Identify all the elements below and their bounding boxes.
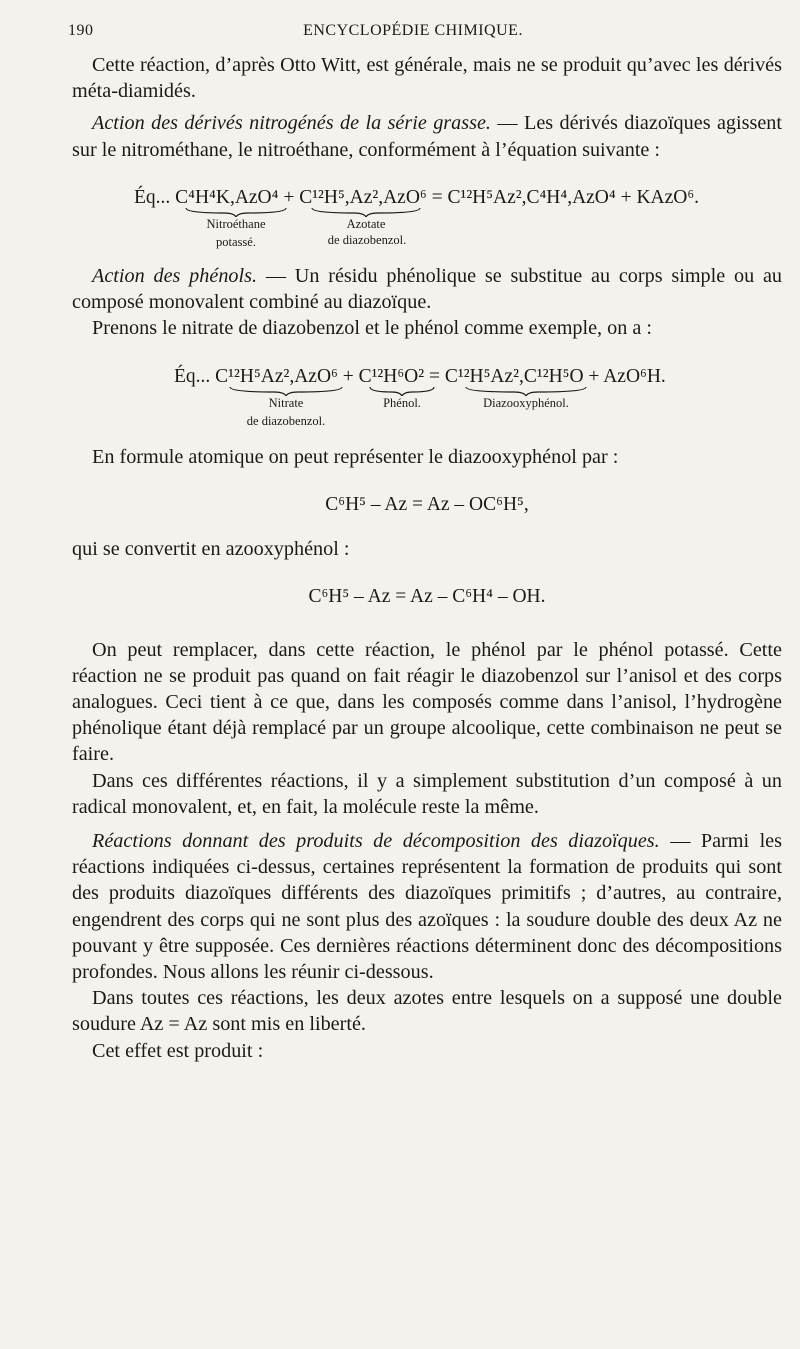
paragraph-effect: Cet effet est produit : [92, 1039, 264, 1062]
running-title: ENCYCLOPÉDIE CHIMIQUE. [303, 22, 523, 39]
underbrace-icon [134, 207, 774, 217]
eq-term: KAzO⁶. [636, 186, 700, 208]
eq-operator: + [583, 365, 604, 387]
label-azotate: Azotate [346, 217, 386, 232]
eq-term: C¹²H⁵Az²,AzO⁶ [215, 365, 338, 387]
section-title: Réactions donnant des produits de décomposition des diazoïques. [92, 830, 660, 853]
equation-2 [72, 364, 782, 434]
eq-operator: + [615, 186, 637, 208]
label-potassium: potassé. [216, 235, 256, 250]
paragraph-example: Prenons le nitrate de diazobenzol et le phénol comme exemple, on a : [92, 317, 653, 340]
eq-operator: + [337, 365, 359, 387]
eq-term: AzO⁶H. [603, 365, 666, 387]
eq-term: C¹²H⁵Az²,C⁴H⁴,AzO⁴ [447, 186, 616, 208]
section-text: — Les dérivés diazoïques agissent sur le nitrométhane, le nitroéthane, conformément à l’équation suivante : [72, 112, 783, 161]
equation-2-labels [174, 390, 782, 434]
eq-term: C¹²H⁵,Az²,AzO⁶ [299, 186, 427, 208]
section-title: Action des phénols. [92, 265, 258, 288]
eq-operator: = [424, 365, 445, 387]
section-decomposition [72, 828, 782, 985]
paragraph-witt: Cette réaction, d’après Otto Witt, est générale, mais ne se produit qu’avec les dérivés méta-diamidés. [72, 54, 782, 103]
label-diazobenzol: de diazobenzol. [246, 413, 326, 428]
page-number: 190 [68, 22, 94, 39]
paragraph-substitution: Dans ces différentes réactions, il y a simplement substitution d’un composé à un radical monovalent, et, en fait, la molécule reste la même. [72, 769, 782, 818]
formula-azooxyphenol: C⁶H⁵ – Az = Az – C⁶H⁴ – OH. [308, 586, 546, 608]
paragraph-conversion: qui se convertit en azooxyphénol : [72, 538, 350, 561]
label-diazooxyphenol: Diazooxyphénol. [483, 395, 569, 410]
underbrace-icon [174, 386, 800, 396]
eq-term: C¹²H⁵Az²,C¹²H⁵O [444, 365, 584, 387]
page-header [68, 22, 758, 46]
equation-1-labels [134, 211, 782, 255]
eq-prefix: Éq... [134, 186, 176, 208]
eq-operator: + [278, 186, 300, 208]
label-phenol: Phénol. [383, 395, 421, 410]
section-nitrogenous-derivatives [72, 110, 782, 162]
section-text: — Parmi les réactions indiquées ci-dessus, certaines représentent la formation de produits qui sont des produits diazoïques différents des diazoïques primitifs ; d’autres, au contraire, engendrent des corps qui ne sont plus des azoïques : la soudure double des deux Az ne pouvant y être supposée. Ces dernières réactions déterminent donc des décompositions profondes. Nous allons les réunir ci-dessous. [72, 830, 782, 984]
eq-term: C⁴H⁴K,AzO⁴ [175, 186, 279, 208]
paragraph-phenol-potasse: On peut remplacer, dans cette réaction, le phénol par le phénol potassé. Cette réaction ne se produit pas quand on fait réagir le diazobenzol sur l’anisol et des corps analogues. Ceci tient à ce que, dans les composés comme dans l’anisol, l’hydrogène phénolique étant déjà remplacé par un groupe alcoolique, cette combinaison ne peut se faire. [72, 638, 782, 766]
eq-prefix: Éq... [174, 365, 216, 387]
formula-diazooxyphenol: C⁶H⁵ – Az = Az – OC⁶H⁵, [325, 494, 529, 516]
section-title: Action des dérivés nitrogénés de la série grasse. [92, 112, 491, 135]
label-diazobenzol: de diazobenzol. [327, 233, 407, 248]
eq-term: C¹²H⁶O² [358, 365, 425, 387]
label-nitroethane: Nitroéthane [206, 217, 266, 232]
paragraph-atomic-formula: En formule atomique on peut représenter le diazooxyphénol par : [92, 445, 619, 468]
label-nitrate: Nitrate [268, 395, 304, 410]
paragraph-azote-liberation: Dans toutes ces réactions, les deux azotes entre lesquels on a supposé une double soudure Az = Az sont mis en liberté. [72, 987, 782, 1036]
eq-operator: = [426, 186, 448, 208]
page-body [72, 52, 782, 1064]
equation-1 [72, 185, 782, 255]
section-text: — Un résidu phénolique se substitue au corps simple ou au composé monovalent combiné au diazoïque. [72, 265, 782, 314]
section-phenols [72, 263, 782, 315]
